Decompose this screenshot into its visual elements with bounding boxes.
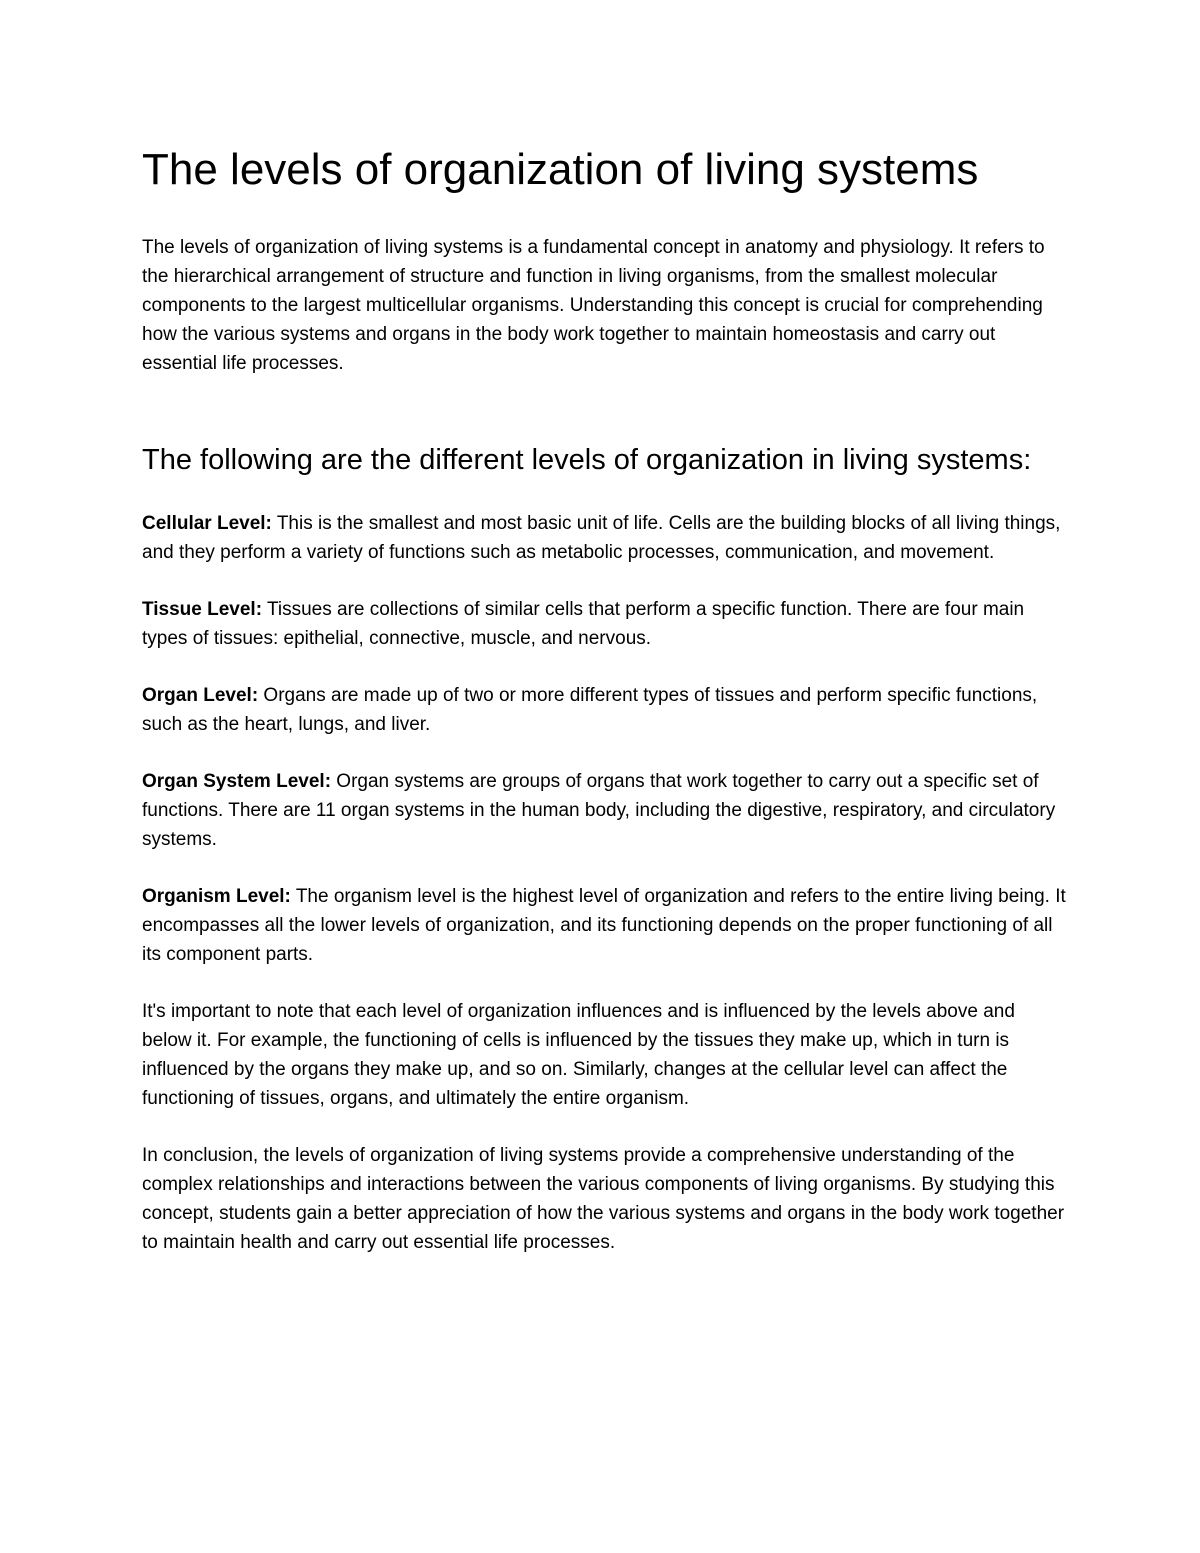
- level-name: Cellular Level:: [142, 513, 272, 534]
- document-page: [142, 140, 1067, 1285]
- level-description: The organism level is the highest level of organization and refers to the entire living being. It encompasses all the lower levels of organization, and its functioning depends on the proper functioning of all its component parts.: [142, 886, 1066, 965]
- conclusion-paragraph: In conclusion, the levels of organization of living systems provide a comprehensive understanding of the complex relationships and interactions between the various components of living organisms. By studying this concept, students gain a better appreciation of how the various systems and organs in the body work together to maintain health and carry out essential life processes.: [142, 1145, 1065, 1253]
- level-name: Organ Level:: [142, 685, 259, 706]
- note-paragraph: It's important to note that each level of organization influences and is influenced by the levels above and below it. For example, the functioning of cells is influenced by the tissues they make up, which in turn is influenced by the organs they make up, and so on. Similarly, changes at the cellular level can affect the functioning of tissues, organs, and ultimately the entire organism.: [142, 1001, 1015, 1109]
- level-description: Organ systems are groups of organs that work together to carry out a specific set of functions. There are 11 organ systems in the human body, including the digestive, respiratory, and circulatory systems.: [142, 771, 1056, 850]
- level-cellular: [142, 509, 1067, 567]
- levels-list: [142, 509, 1067, 969]
- level-organ: [142, 681, 1067, 739]
- intro-paragraph: The levels of organization of living systems is a fundamental concept in anatomy and physiology. It refers to the hierarchical arrangement of structure and function in living organisms, from the smallest molecular components to the largest multicellular organisms. Understanding this concept is crucial for comprehending how the various systems and organs in the body work together to maintain homeostasis and carry out essential life processes.: [142, 237, 1045, 374]
- levels-heading: The following are the different levels of organization in living systems:: [142, 444, 1032, 476]
- level-name: Tissue Level:: [142, 599, 263, 620]
- level-organism: [142, 882, 1067, 969]
- level-name: Organ System Level:: [142, 771, 332, 792]
- level-tissue: [142, 595, 1067, 653]
- level-description: Organs are made up of two or more different types of tissues and perform specific functions, such as the heart, lungs, and liver.: [142, 685, 1038, 735]
- level-description: This is the smallest and most basic unit of life. Cells are the building blocks of all living things, and they perform a variety of functions such as metabolic processes, communication, and movement.: [142, 513, 1061, 563]
- document-title: The levels of organization of living systems: [142, 145, 979, 194]
- level-description: Tissues are collections of similar cells that perform a specific function. There are four main types of tissues: epithelial, connective, muscle, and nervous.: [142, 599, 1025, 649]
- level-organ-system: [142, 767, 1067, 854]
- level-name: Organism Level:: [142, 886, 291, 907]
